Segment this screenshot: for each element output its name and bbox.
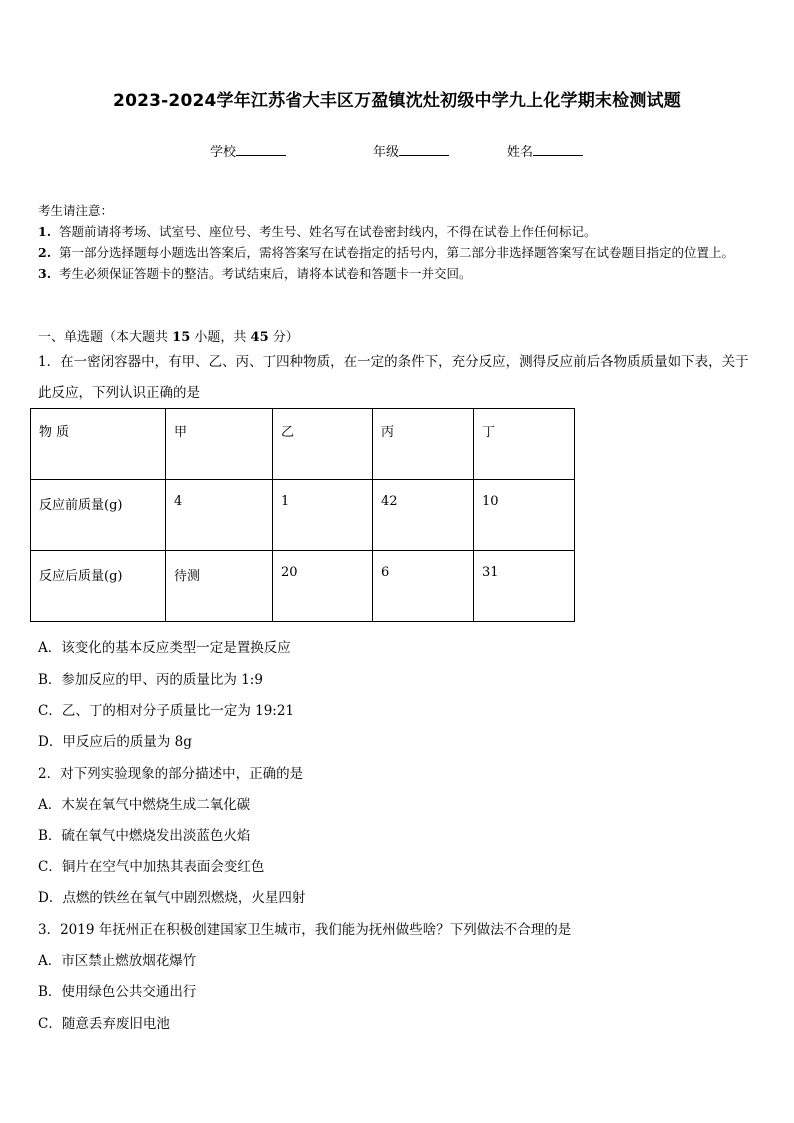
notice-item: [38, 263, 762, 284]
page-title: 2023-2024学年江苏省大丰区万盈镇沈灶初级中学九上化学期末检测试题: [113, 91, 681, 111]
notice-item: [38, 242, 762, 263]
q3-option-a: A．市区禁止燃放烟花爆竹: [38, 953, 197, 969]
table-cell: 6: [373, 551, 474, 622]
table-cell: 10: [474, 480, 575, 551]
table-cell: 丁: [474, 409, 575, 480]
table-cell: 丙: [373, 409, 474, 480]
section-heading: [38, 326, 299, 345]
table-cell: 物 质: [31, 409, 166, 480]
grade-blank: [399, 143, 449, 156]
section-prefix: 一、单选题（本大题共: [38, 330, 169, 345]
table-cell: 反应后质量(g): [31, 551, 166, 622]
q1-option-c: C．乙、丁的相对分子质量比一定为 19:21: [38, 703, 295, 719]
name-field: [507, 141, 583, 160]
table-cell: 20: [273, 551, 373, 622]
exam-notice: [38, 200, 762, 284]
name-label: 姓名: [507, 145, 534, 160]
question-1-stem: [38, 347, 762, 409]
school-label: 学校: [210, 145, 237, 160]
q1-option-b: B．参加反应的甲、丙的质量比为 1:9: [38, 672, 263, 688]
q2-option-b: B．硫在氧气中燃烧发出淡蓝色火焰: [38, 828, 251, 844]
table-header-row: [31, 409, 575, 480]
table-cell: 4: [166, 480, 273, 551]
table-cell: 反应前质量(g): [31, 480, 166, 551]
section-suffix: 分）: [272, 330, 299, 345]
q1-option-a: A．该变化的基本反应类型一定是置换反应: [38, 640, 291, 656]
table-cell: 1: [273, 480, 373, 551]
q1-option-d: D．甲反应后的质量为 8g: [38, 734, 192, 750]
name-blank: [533, 143, 583, 156]
notice-item-text: 第一部分选择题每小题选出答案后，需将答案写在试卷指定的括号内，第二部分非选择题答案写在试卷题目指定的位置上。: [59, 245, 735, 260]
mass-table: [30, 408, 575, 622]
table-cell: 待测: [166, 551, 273, 622]
q2-option-c: C．铜片在空气中加热其表面会变红色: [38, 859, 265, 875]
table-cell: 42: [373, 480, 474, 551]
q3-option-c: C．随意丢弃废旧电池: [38, 1016, 170, 1032]
table-cell: 乙: [273, 409, 373, 480]
question-3-stem: 3．2019 年抚州正在积极创建国家卫生城市，我们能为抚州做些啥？下列做法不合理的是: [38, 922, 572, 938]
section-score: 45: [250, 330, 269, 345]
q2-option-d: D．点燃的铁丝在氧气中剧烈燃烧，火星四射: [38, 890, 306, 906]
notice-item-text: 答题前请将考场、试室号、座位号、考生号、姓名写在试卷密封线内，不得在试卷上作任何标记。: [59, 224, 597, 239]
section-middle: 小题，共: [194, 330, 247, 345]
grade-field: [373, 141, 449, 160]
notice-item: [38, 221, 762, 242]
school-field: [210, 141, 286, 160]
notice-item-text: 考生必须保证答题卡的整洁。考试结束后，请将本试卷和答题卡一并交回。: [59, 266, 472, 281]
table-cell: 甲: [166, 409, 273, 480]
q2-option-a: A．木炭在氧气中燃烧生成二氧化碳: [38, 797, 251, 813]
notice-heading: 考生请注意：: [38, 203, 114, 218]
table-cell: 31: [474, 551, 575, 622]
q3-option-b: B．使用绿色公共交通出行: [38, 984, 197, 1000]
notice-item-number: 1.: [38, 224, 52, 239]
question-2-stem: 2．对下列实验现象的部分描述中，正确的是: [38, 766, 304, 782]
table-row: [31, 480, 575, 551]
section-count: 15: [172, 330, 191, 345]
school-blank: [236, 143, 286, 156]
table-row: [31, 551, 575, 622]
question-1-text: 1．在一密闭容器中，有甲、乙、丙、丁四种物质，在一定的条件下，充分反应，测得反应前后各物质质量如下表，关于此反应，下列认识正确的是: [38, 354, 749, 401]
notice-item-number: 3.: [38, 266, 52, 281]
notice-item-number: 2.: [38, 245, 52, 260]
grade-label: 年级: [373, 145, 400, 160]
